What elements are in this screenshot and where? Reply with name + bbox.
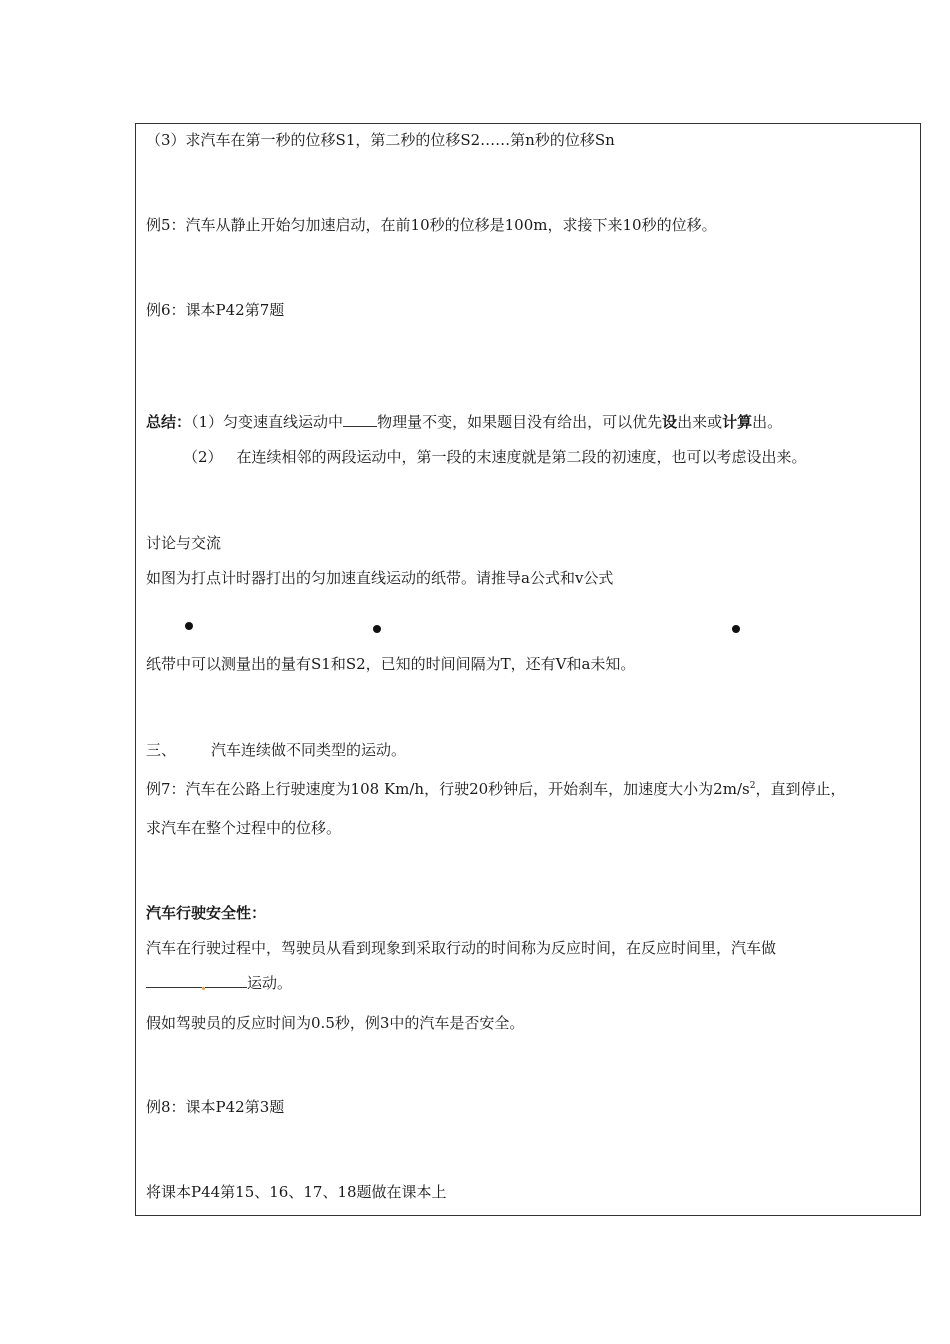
discussion-text: 如图为打点计时器打出的匀加速直线运动的纸带。请推导a公式和v公式 [146,569,614,587]
tape-description: 纸带中可以测量出的量有S1和S2，已知的时间间隔为T，还有V和a未知。 [146,655,636,673]
summary-1-part-b: 物理量不变，如果题目没有给出，可以优先 [377,413,663,431]
safety-blank-suffix: 运动。 [247,974,293,992]
summary-label: 总结： [146,413,192,431]
section-3-heading [146,740,406,760]
tape-dot-3 [732,625,740,633]
fill-blank [343,411,377,427]
example-7-text-b: ，直到停止， [755,780,846,798]
fill-blank [146,972,202,988]
example-7-line-1 [146,776,845,799]
summary-1-part-d: 出。 [752,413,783,431]
summary-2-text: 在连续相邻的两段运动中，第一段的末速度就是第二段的初速度，也可以考虑设出来。 [236,448,807,466]
safety-blank-line [146,972,292,993]
discussion-title: 讨论与交流 [146,534,222,552]
summary-1-bold-calc: 计算 [722,413,753,431]
safety-title: 汽车行驶安全性： [146,904,267,922]
summary-line-2 [183,447,807,467]
tape-dot-1 [185,622,193,630]
summary-1-bold-set: 设 [662,413,678,431]
example-8: 例8：课本P42第3题 [146,1098,285,1116]
homework-line: 将课本P44第15、16、17、18题做在课本上 [146,1183,447,1201]
summary-line-1 [146,411,782,432]
reaction-question: 假如驾驶员的反应时间为0.5秒，例3中的汽车是否安全。 [146,1014,525,1032]
section-3-number: 三、 [146,741,177,759]
safety-text: 汽车在行驶过程中，驾驶员从看到现象到采取行动的时间称为反应时间，在反应时间里，汽车做 [146,939,777,957]
example-7-line-2: 求汽车在整个过程中的位移。 [146,819,342,837]
example-7-text-a: 例7：汽车在公路上行驶速度为108 Km/h，行驶20秒钟后，开始刹车，加速度大小为2m/s [146,780,750,798]
section-3-title: 汽车连续做不同类型的运动。 [211,741,407,759]
summary-1-part-c: 出来或 [677,413,723,431]
summary-1-part-a: （1）匀变速直线运动中 [191,413,344,431]
fill-blank [205,972,247,988]
example-6: 例6：课本P42第7题 [146,301,285,319]
example-7-superscript: 2 [749,781,756,791]
question-3: （3）求汽车在第一秒的位移S1，第二秒的位移S2……第n秒的位移Sn [146,131,615,149]
summary-2-number: （2） [183,448,223,466]
tape-dot-2 [373,625,381,633]
example-5: 例5：汽车从静止开始匀加速启动，在前10秒的位移是100m，求接下来10秒的位移。 [146,216,717,234]
